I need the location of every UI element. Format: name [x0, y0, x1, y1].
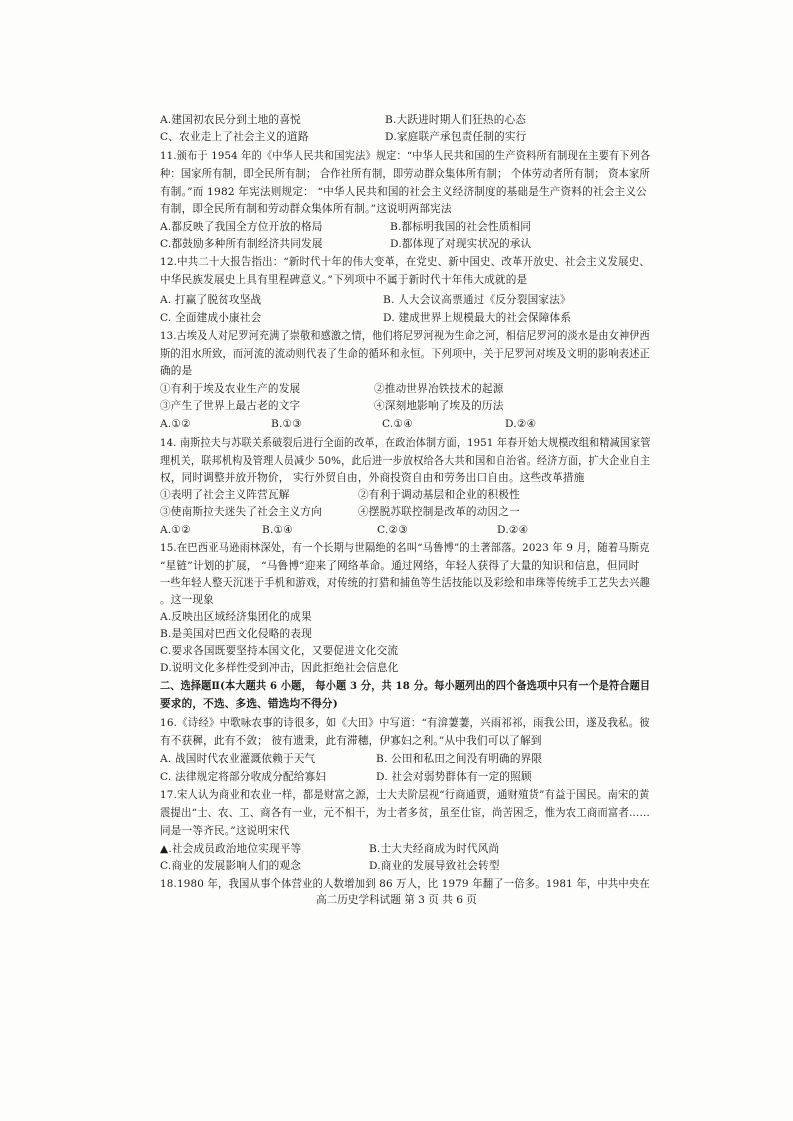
q11-option-b: B.都标明我国的社会性质相同 [390, 221, 532, 233]
q14-option-d: D.②④ [497, 524, 529, 536]
q10-option-b: B.大跃进时期人们狂热的心态 [385, 114, 527, 126]
q13-item-3: ③产生了世界上最古老的文字 [160, 400, 301, 412]
q17-option-d: D.商业的发展导致社会转型 [369, 860, 500, 872]
q16-stem-2: 有不获穉，此有不敛； 彼有遗秉，此有滞穗，伊寡妇之利。”从中我们可以了解到 [160, 735, 542, 747]
q11-stem-2: 种：国家所有制，即全民所有制； 合作社所有制，即劳动群众集体所有制； 个体劳动者所有制； 资本家所 [160, 168, 650, 180]
q15-stem-2: “星链”计划的扩展， “马鲁博”迎来了网络革命。通过网络，年轻人获得了大量的知识和信息，但同时 [160, 560, 640, 572]
q17-stem-2: 震提出“士、农、工、商各有一业，元不相干，为士者多贫，虽至仕宦，尚苦困乏，惟为农工商而富者…… [160, 807, 651, 819]
q14-item-1: ①表明了社会主义阵营瓦解 [160, 489, 290, 501]
q14-item-2: ②有利于调动基层和企业的积极性 [358, 489, 520, 501]
q14-stem-3: 权，同时调整并放开物价， 实行外贸自由，外商投资自由和劳务出口自由。这些改革措施 [160, 472, 585, 484]
q16-option-c: C. 法律规定将部分收成分配给寡妇 [160, 771, 327, 783]
q14-option-c: C.②③ [377, 524, 408, 536]
q17-stem-3: 同是一等齐民。”这说明宋代 [160, 825, 290, 837]
q17-option-c: C.商业的发展影响人们的观念 [160, 860, 302, 872]
q13-stem-1: 13.古埃及人对尼罗河充满了崇敬和感激之情，他们将尼罗河视为生命之河，相信尼罗河的淡水是由女神伊西 [160, 330, 650, 342]
q13-option-a: A.①② [160, 418, 191, 430]
q11-option-c: C.都鼓励多种所有制经济共同发展 [160, 238, 323, 250]
q15-stem-3: 一些年轻人整天沉迷于手机和游戏，对传统的打猎和捕鱼等生活技能以及彩绘和串珠等传统手工艺失去兴趣 [160, 577, 651, 589]
q12-option-a: A. 打赢了脱贫攻坚战 [160, 294, 262, 306]
q17-stem-1: 17.宋人认为商业和农业一样，都是财富之源，士大夫阶层视“行商通贾，通财殖货”有益于国民。南宋的黄 [160, 789, 650, 801]
page-footer: 高二历史学科试题 第 3 页 共 6 页 [316, 894, 477, 906]
q11-stem-3: 有制。”而 1982 年宪法则规定： “中华人民共和国的社会主义经济制度的基础是生产资料的社会主义公 [160, 186, 647, 198]
q15-option-b: B.是美国对巴西文化侵略的表现 [160, 628, 312, 640]
q13-option-c: C.①④ [382, 418, 413, 430]
section-2-heading: 二、选择题Ⅱ(本大题共 6 小题， 每小题 3 分，共 18 分。每小题列出的四个备选项中只有一个是符合题目 [160, 680, 651, 692]
q12-stem-1: 12.中共二十大报告指出：“新时代十年的伟大变革，在党史、新中国史、改革开放史、社会主义发展史、 [160, 256, 651, 268]
section-2-instructions: 要求的，不选、多选、错选均不得分) [160, 698, 338, 710]
q10-option-a: A.建国初农民分到土地的喜悦 [160, 114, 301, 126]
q16-option-d: D. 社会对弱势群体有一定的照顾 [376, 771, 532, 783]
q13-stem-3: 确的是 [160, 365, 193, 377]
q10-option-c: C、农业走上了社会主义的道路 [160, 131, 309, 143]
q14-stem-2: 理机关，联邦机构及管理人员减少 50%，此后进一步放权给各大共和国和自治省。经济方面，扩大企业自主 [160, 455, 651, 467]
q15-option-a: A.反映出区域经济集团化的成果 [160, 611, 312, 623]
q15-stem-4: 。这一现象 [160, 594, 214, 606]
q11-stem-1: 11.颁布于 1954 年的《中华人民共和国宪法》规定：“中华人民共和国的生产资料所有制现在主要有下列各 [160, 150, 651, 162]
q17-option-b: B.士大夫经商成为时代风尚 [369, 843, 500, 855]
q11-option-d: D.都体现了对现实状况的承认 [390, 238, 532, 250]
q13-option-b: B.①③ [271, 418, 302, 430]
q15-stem-1: 15.在巴西亚马逊雨林深处，有一个长期与世隔绝的名叫“马鲁博”的土著部落。2023 年 9 月，随着马斯克 [160, 542, 650, 554]
q17-option-a: ▲.社会成员政治地位实现平等 [160, 843, 302, 855]
q15-option-c: C.要求各国既要坚持本国文化，又要促进文化交流 [160, 645, 399, 657]
q13-stem-2: 斯的泪水所致，而河流的流动则代表了生命的循环和永恒。下列项中，关于尼罗河对埃及文明的影响表述正 [160, 348, 651, 360]
q12-option-c: C. 全面建成小康社会 [160, 312, 262, 324]
q14-item-3: ③使南斯拉夫迷失了社会主义方向 [160, 506, 322, 518]
q16-option-b: B. 公田和私田之间没有明确的界限 [376, 753, 543, 765]
q11-stem-4: 有制，即全民所有制和劳动群众集体所有制。”这说明两部宪法 [160, 203, 452, 215]
q13-item-4: ④深刻地影响了埃及的历法 [374, 400, 504, 412]
q12-option-b: B. 人大会议高票通过《反分裂国家法》 [383, 294, 571, 306]
q16-option-a: A. 战国时代农业灌溉依赖于天气 [160, 753, 316, 765]
q15-option-d: D.说明文化多样性受到冲击，因此拒绝社会信息化 [160, 662, 399, 674]
q13-item-2: ②推动世界冶铁技术的起源 [374, 383, 504, 395]
q14-option-b: B.①④ [262, 524, 293, 536]
q10-option-d: D.家庭联产承包责任制的实行 [385, 131, 527, 143]
q14-item-4: ④摆脱苏联控制是改革的动因之一 [358, 506, 520, 518]
q14-stem-1: 14. 南斯拉夫与苏联关系破裂后进行全面的改革，在政治体制方面，1951 年春开始大规模改组和精减国家管 [160, 437, 651, 449]
q13-option-d: D.②④ [505, 418, 537, 430]
q11-option-a: A.都反映了我国全方位开放的格局 [160, 221, 323, 233]
q16-stem-1: 16.《诗经》中歌咏农事的诗很多，如《大田》中写道：“有渰萋萋，兴雨祁祁，雨我公田，遂及我私。彼 [160, 717, 651, 729]
q14-option-a: A.①② [160, 524, 191, 536]
q12-option-d: D. 建成世界上规模最大的社会保障体系 [383, 312, 572, 324]
q12-stem-2: 中华民族发展史上具有里程碑意义。”下列项中不属于新时代十年伟大成就的是 [160, 274, 528, 286]
q18-stem-1: 18.1980 年，我国从事个体营业的人数增加到 86 万人，比 1979 年翻了一倍多。1981 年，中共中央在 [160, 878, 650, 890]
q13-item-1: ①有利于埃及农业生产的发展 [160, 383, 301, 395]
